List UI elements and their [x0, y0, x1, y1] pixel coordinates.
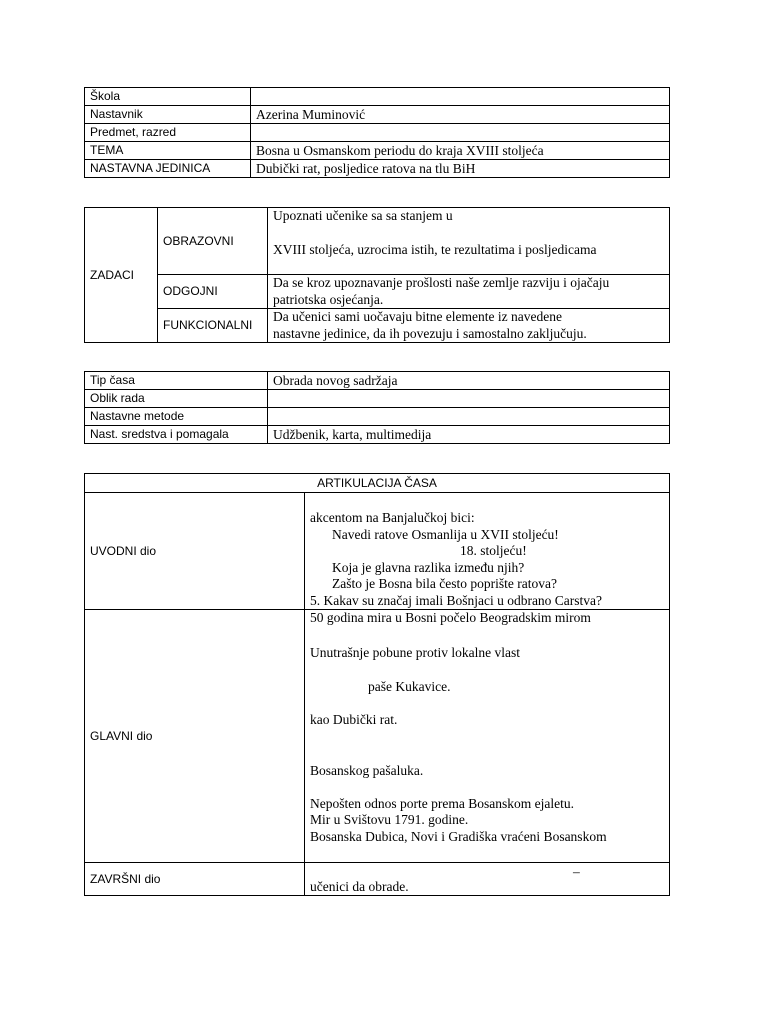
row-label: Predmet, razred — [85, 124, 251, 142]
table-row — [85, 208, 670, 275]
articulation-table — [84, 473, 670, 896]
table-row — [85, 372, 670, 390]
section-label: GLAVNI dio — [85, 610, 305, 863]
task-text — [268, 275, 670, 309]
content-line: 50 godina mira u Bosni počelo Beogradskim mirom — [310, 610, 591, 625]
content-line: 5. Kakav su značaj imali Bošnjaci u odbrano Carstva? — [310, 592, 603, 608]
row-label: ODGOJNI — [158, 275, 268, 309]
lesson-type-table — [84, 371, 670, 444]
content-line: učenici da obrade. — [310, 878, 409, 894]
task-text — [268, 309, 670, 343]
table-row — [85, 160, 670, 178]
row-label: FUNKCIONALNI — [158, 309, 268, 343]
content-line: Nepošten odnos porte prema Bosanskom ejaletu. — [310, 795, 574, 811]
teacher-name: Azerina Muminović — [251, 106, 670, 124]
table-row — [85, 275, 670, 309]
content-line: Koja je glavna razlika između njih? — [332, 559, 525, 575]
content-line: 18. stoljeću! — [460, 543, 527, 558]
table-row — [85, 493, 670, 610]
task-line: Upoznati učenike sa sa stanjem u — [273, 208, 453, 223]
content-line: Unutrašnje pobune protiv lokalne vlast — [310, 644, 520, 660]
table-row — [85, 88, 670, 106]
row-value — [268, 390, 670, 408]
table-row — [85, 124, 670, 142]
section-label: ZAVRŠNI dio — [85, 863, 305, 896]
row-value: Obrada novog sadržaja — [268, 372, 670, 390]
table-row — [85, 390, 670, 408]
row-label: TEMA — [85, 142, 251, 160]
table-row — [85, 309, 670, 343]
task-line: Da se kroz upoznavanje prošlosti naše zemlje razviju i ojačaju — [273, 275, 610, 290]
closing-dash: – — [573, 863, 580, 879]
main-content — [305, 610, 670, 863]
table-header-row — [85, 474, 670, 493]
section-label: UVODNI dio — [85, 493, 305, 610]
content-line: kao Dubički rat. — [310, 711, 398, 727]
task-line: XVIII stoljeća, uzrocima istih, te rezultatima i posljedicama — [273, 241, 597, 257]
table-row — [85, 142, 670, 160]
intro-content — [305, 493, 670, 610]
table-row — [85, 610, 670, 863]
table-row — [85, 106, 670, 124]
row-value — [268, 408, 670, 426]
row-value: Udžbenik, karta, multimedija — [268, 426, 670, 444]
row-label: Škola — [85, 88, 251, 106]
lesson-unit-value: Dubički rat, posljedice ratova na tlu BiH — [251, 160, 670, 178]
content-line: paše Kukavice. — [368, 679, 451, 694]
row-label: Nastavne metode — [85, 408, 268, 426]
row-value — [251, 124, 670, 142]
table-row — [85, 408, 670, 426]
tasks-table — [84, 207, 670, 343]
row-value — [251, 88, 670, 106]
closing-content — [305, 863, 670, 896]
content-line: Bosanskog pašaluka. — [310, 763, 424, 778]
table-row — [85, 863, 670, 896]
tasks-group-label: ZADACI — [85, 208, 158, 343]
task-text — [268, 208, 670, 275]
row-label: Oblik rada — [85, 390, 268, 408]
articulation-header: ARTIKULACIJA ČASA — [85, 474, 670, 493]
content-line: Mir u Svištovu 1791. godine. — [310, 812, 469, 827]
row-label: Nastavnik — [85, 106, 251, 124]
row-label: Tip časa — [85, 372, 268, 390]
content-line: Bosanska Dubica, Novi i Gradiška vraćeni Bosanskom — [310, 828, 607, 844]
content-line: akcentom na Banjalučkoj bici: — [310, 510, 475, 525]
topic-value: Bosna u Osmanskom periodu do kraja XVIII stoljeća — [251, 142, 670, 160]
info-table — [84, 87, 670, 178]
content-line: Navedi ratove Osmanlija u XVII stoljeću! — [332, 526, 559, 542]
task-line: patriotska osjećanja. — [273, 291, 384, 307]
row-label: OBRAZOVNI — [158, 208, 268, 275]
task-line: Da učenici sami uočavaju bitne elemente iz navedene — [273, 309, 562, 324]
row-label: Nast. sredstva i pomagala — [85, 426, 268, 444]
task-line: nastavne jedinice, da ih povezuju i samostalno zaključuju. — [273, 325, 587, 341]
content-line: Zašto je Bosna bila često poprište ratova? — [332, 576, 557, 591]
table-row — [85, 426, 670, 444]
row-label: NASTAVNA JEDINICA — [85, 160, 251, 178]
